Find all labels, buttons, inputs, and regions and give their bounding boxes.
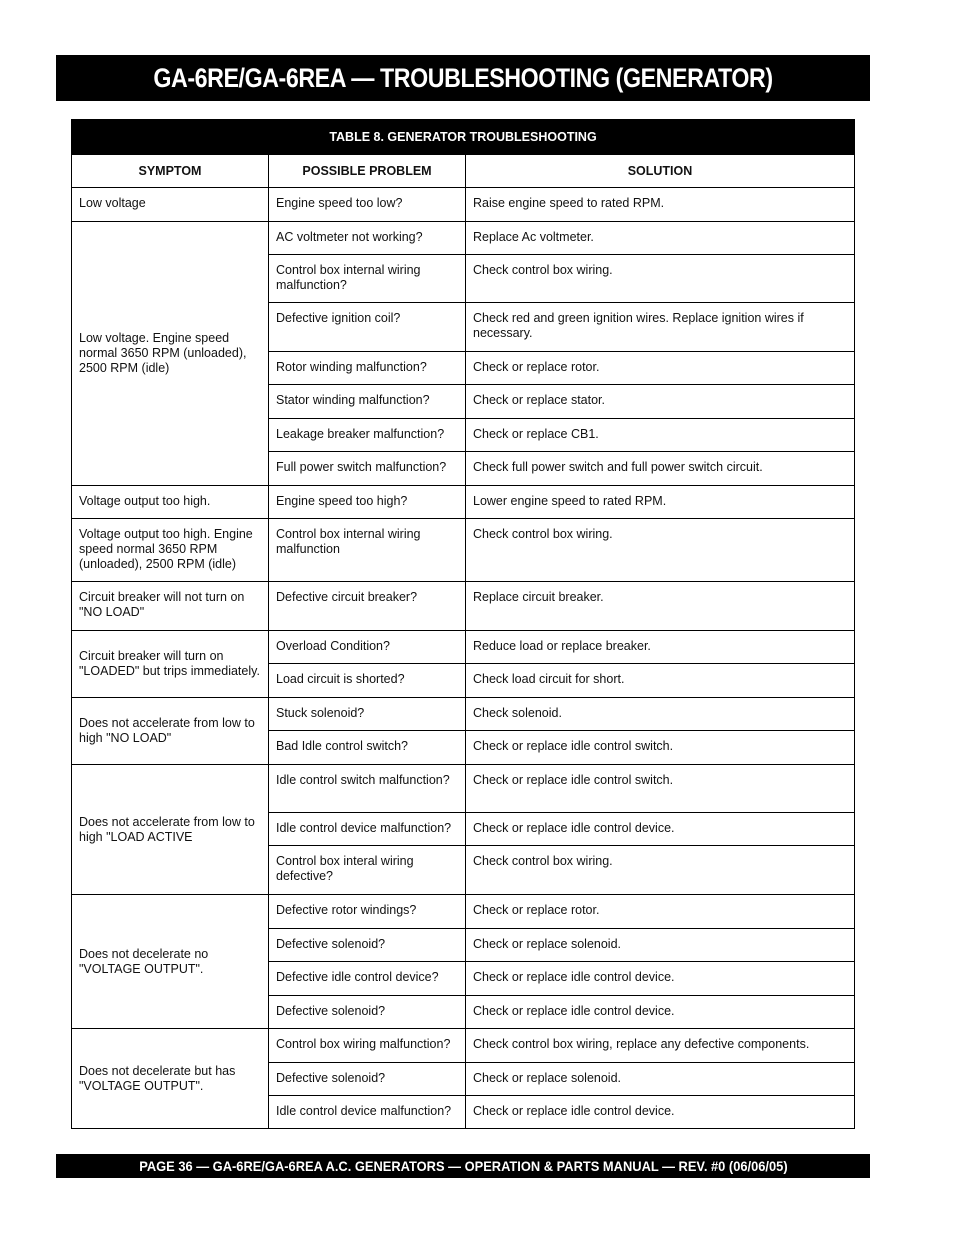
possible-problem-text: Load circuit is shorted? (276, 672, 405, 686)
solution-cell (466, 222, 855, 255)
possible-problem-text: Defective solenoid? (276, 1071, 386, 1085)
possible-problem-cell (269, 582, 466, 631)
possible-problem-cell (269, 1096, 466, 1129)
symptom-cell (72, 631, 269, 698)
possible-problem-cell (269, 698, 466, 731)
table-body (72, 188, 855, 1129)
possible-problem-cell (269, 352, 466, 385)
solution-cell (466, 846, 855, 895)
symptom-text: Low voltage. Engine speed normal 3650 RPM (unloaded), 2500 RPM (idle) (79, 331, 247, 375)
symptom-cell (72, 582, 269, 631)
possible-problem-text: Engine speed too high? (276, 494, 408, 508)
table-row (72, 631, 855, 664)
symptom-text: Circuit breaker will not turn on "NO LOAD" (79, 590, 245, 619)
solution-text: Check load circuit for short. (473, 672, 625, 686)
solution-text: Reduce load or replace breaker. (473, 639, 651, 653)
solution-cell (466, 698, 855, 731)
solution-text: Check control box wiring. (473, 854, 613, 868)
possible-problem-cell (269, 731, 466, 765)
possible-problem-cell (269, 188, 466, 222)
possible-problem-text: Defective rotor windings? (276, 903, 417, 917)
symptom-cell (72, 698, 269, 765)
possible-problem-text: Engine speed too low? (276, 196, 403, 210)
possible-problem-text: Idle control device malfunction? (276, 821, 452, 835)
solution-text: Check or replace CB1. (473, 427, 599, 441)
troubleshooting-table (71, 119, 855, 1129)
possible-problem-cell (269, 385, 466, 419)
column-header-symptom (72, 155, 269, 188)
page-footer-text: PAGE 36 — GA-6RE/GA-6REA A.C. GENERATORS — OPERATION & PARTS MANUAL — REV. #0 (06/06/05) (138, 1158, 788, 1174)
possible-problem-cell (269, 1063, 466, 1096)
symptom-text: Voltage output too high. Engine speed normal 3650 RPM (unloaded), 2500 RPM (idle) (79, 527, 253, 571)
symptom-cell (72, 486, 269, 519)
column-header-solution-text: SOLUTION (627, 163, 693, 178)
solution-cell (466, 582, 855, 631)
symptom-text: Circuit breaker will turn on "LOADED" but trips immediately. (79, 649, 260, 678)
column-header-possible-problem (269, 155, 466, 188)
solution-cell (466, 1029, 855, 1063)
possible-problem-text: Idle control switch malfunction? (276, 773, 450, 787)
possible-problem-cell (269, 631, 466, 664)
table-row (72, 895, 855, 929)
solution-cell (466, 255, 855, 303)
possible-problem-text: Stuck solenoid? (276, 706, 365, 720)
solution-text: Replace Ac voltmeter. (473, 230, 594, 244)
column-header-possible-problem-text: POSSIBLE PROBLEM (302, 163, 432, 178)
table-row (72, 519, 855, 582)
solution-text: Check or replace idle control device. (473, 821, 675, 835)
solution-cell (466, 452, 855, 486)
possible-problem-cell (269, 664, 466, 698)
symptom-text: Does not decelerate but has "VOLTAGE OUTPUT". (79, 1063, 236, 1093)
solution-text: Check or replace idle control switch. (473, 773, 674, 787)
symptom-cell (72, 222, 269, 486)
symptom-text: Low voltage (79, 196, 146, 210)
solution-text: Check control box wiring, replace any defective components. (473, 1037, 810, 1051)
possible-problem-text: Control box wiring malfunction? (276, 1037, 451, 1051)
possible-problem-text: Bad Idle control switch? (276, 739, 409, 753)
symptom-cell (72, 1029, 269, 1129)
table-caption-text: TABLE 8. GENERATOR TROUBLESHOOTING (329, 129, 597, 144)
solution-cell (466, 303, 855, 352)
possible-problem-text: Defective circuit breaker? (276, 590, 418, 604)
table-row (72, 698, 855, 731)
solution-text: Check full power switch and full power switch circuit. (473, 460, 763, 474)
possible-problem-text: Leakage breaker malfunction? (276, 427, 445, 441)
solution-text: Check or replace rotor. (473, 360, 600, 374)
solution-text: Check or replace idle control device. (473, 1104, 675, 1118)
possible-problem-text: Defective ignition coil? (276, 311, 401, 325)
solution-cell (466, 765, 855, 813)
possible-problem-text: Defective idle control device? (276, 970, 439, 984)
possible-problem-text: Idle control device malfunction? (276, 1104, 452, 1118)
possible-problem-cell (269, 452, 466, 486)
table-caption (72, 120, 855, 155)
solution-cell (466, 813, 855, 846)
symptom-cell (72, 765, 269, 895)
solution-text: Check or replace idle control device. (473, 970, 675, 984)
solution-text: Replace circuit breaker. (473, 590, 604, 604)
solution-cell (466, 519, 855, 582)
solution-cell (466, 996, 855, 1029)
troubleshooting-table-wrapper (71, 119, 854, 1129)
solution-cell (466, 1096, 855, 1129)
solution-text: Check or replace rotor. (473, 903, 600, 917)
solution-text: Check control box wiring. (473, 263, 613, 277)
possible-problem-cell (269, 519, 466, 582)
possible-problem-cell (269, 255, 466, 303)
possible-problem-cell (269, 222, 466, 255)
possible-problem-text: Control box internal wiring malfunction? (276, 263, 421, 292)
table-row (72, 582, 855, 631)
symptom-cell (72, 519, 269, 582)
possible-problem-cell (269, 1029, 466, 1063)
solution-cell (466, 731, 855, 765)
solution-cell (466, 352, 855, 385)
solution-cell (466, 631, 855, 664)
page-title (56, 55, 870, 101)
page-footer (56, 1154, 870, 1178)
possible-problem-cell (269, 996, 466, 1029)
possible-problem-cell (269, 962, 466, 996)
symptom-text: Does not accelerate from low to high "NO LOAD" (79, 716, 255, 745)
solution-text: Check red and green ignition wires. Replace ignition wires if necessary. (473, 311, 804, 340)
solution-cell (466, 188, 855, 222)
solution-cell (466, 962, 855, 996)
table-row (72, 222, 855, 255)
table-row (72, 486, 855, 519)
possible-problem-cell (269, 765, 466, 813)
solution-text: Raise engine speed to rated RPM. (473, 196, 665, 210)
table-row (72, 765, 855, 813)
table-header-row (72, 155, 855, 188)
solution-text: Check or replace idle control switch. (473, 739, 674, 753)
table-row (72, 188, 855, 222)
possible-problem-text: AC voltmeter not working? (276, 230, 423, 244)
possible-problem-text: Control box internal wiring malfunction (276, 527, 421, 556)
possible-problem-cell (269, 303, 466, 352)
solution-cell (466, 419, 855, 452)
solution-text: Check or replace idle control device. (473, 1004, 675, 1018)
column-header-solution (466, 155, 855, 188)
table-caption-row (72, 120, 855, 155)
solution-text: Check solenoid. (473, 706, 562, 720)
solution-cell (466, 486, 855, 519)
solution-cell (466, 664, 855, 698)
symptom-text: Voltage output too high. (79, 494, 211, 508)
symptom-text: Does not accelerate from low to high "LOAD ACTIVE (79, 814, 255, 844)
symptom-cell (72, 895, 269, 1029)
possible-problem-text: Full power switch malfunction? (276, 460, 447, 474)
possible-problem-cell (269, 929, 466, 962)
solution-text: Lower engine speed to rated RPM. (473, 494, 667, 508)
solution-cell (466, 385, 855, 419)
possible-problem-text: Rotor winding malfunction? (276, 360, 427, 374)
solution-cell (466, 895, 855, 929)
possible-problem-cell (269, 895, 466, 929)
solution-cell (466, 1063, 855, 1096)
symptom-text: Does not decelerate no "VOLTAGE OUTPUT". (79, 946, 209, 976)
page-title-text: GA-6RE/GA-6REA — TROUBLESHOOTING (GENERATOR) (153, 63, 773, 93)
possible-problem-text: Stator winding malfunction? (276, 393, 430, 407)
possible-problem-text: Defective solenoid? (276, 937, 386, 951)
possible-problem-text: Control box interal wiring defective? (276, 854, 414, 883)
possible-problem-cell (269, 486, 466, 519)
table-row (72, 1029, 855, 1063)
possible-problem-cell (269, 813, 466, 846)
symptom-cell (72, 188, 269, 222)
column-header-symptom-text: SYMPTOM (138, 163, 202, 178)
solution-text: Check or replace stator. (473, 393, 606, 407)
solution-cell (466, 929, 855, 962)
solution-text: Check or replace solenoid. (473, 1071, 621, 1085)
possible-problem-cell (269, 419, 466, 452)
solution-text: Check or replace solenoid. (473, 937, 621, 951)
possible-problem-text: Overload Condition? (276, 639, 390, 653)
solution-text: Check control box wiring. (473, 527, 613, 541)
possible-problem-text: Defective solenoid? (276, 1004, 386, 1018)
possible-problem-cell (269, 846, 466, 895)
